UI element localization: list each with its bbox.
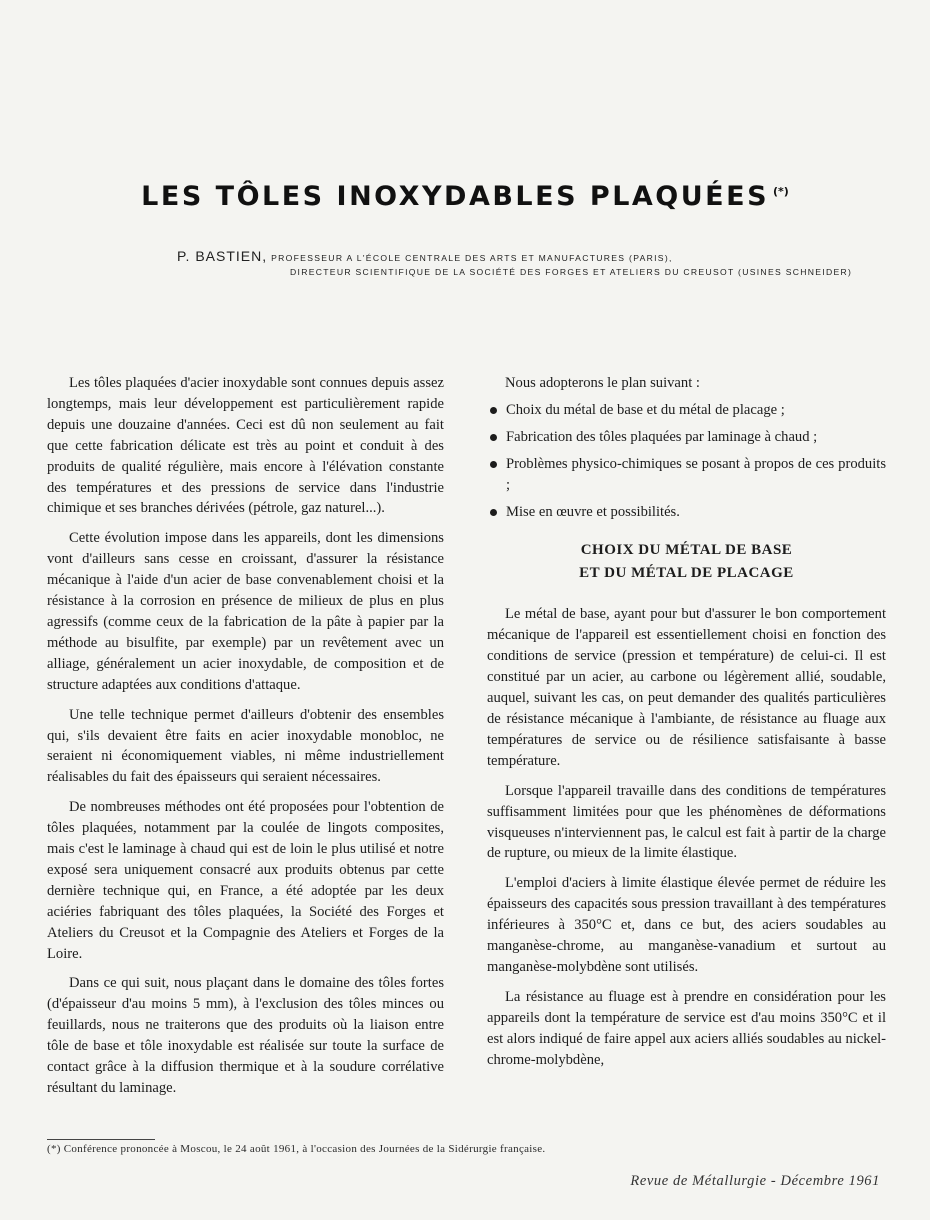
paragraph: Cette évolution impose dans les appareils, dont les dimensions vont d'ailleurs sans cesse en croissant, d'assurer la résistance mécanique à l'aide d'un acier de base convenablement choisi et la résistance à la corrosion en présence de milieux de plus en plus agressifs (comme ceux de la fabrication de la pâte à papier par la méthode au bisulfite, par exemple) par un revêtement avec un alliage, généralement un acier inoxydable, de composition et de structure adaptées aux conditions d'attaque. bbox=[47, 530, 444, 693]
footnote-rule bbox=[47, 1139, 155, 1140]
section-heading-line: CHOIX DU MÉTAL DE BASE bbox=[580, 542, 793, 559]
author-affiliation-1: PROFESSEUR A L'ÉCOLE CENTRALE DES ARTS ET MANUFACTURES (PARIS), bbox=[271, 253, 673, 263]
article-title bbox=[0, 181, 930, 212]
plan-item-text: Choix du métal de base et du métal de placage ; bbox=[506, 401, 785, 418]
bullet-icon bbox=[490, 407, 497, 414]
paragraph: Les tôles plaquées d'acier inoxydable sont connues depuis assez longtemps, mais leur développement est particulièrement rapide depuis une douzaine d'années. Ceci est dû non seulement au fait que cette fabrication délicate est très au point et conduit à des produits de qualité régulière, mais encore à l'élévation constante des températures et des pressions de service dans l'industrie chimique et ses branches dérivées (pétrole, gaz naturel...). bbox=[47, 375, 444, 517]
author-name: P. BASTIEN, bbox=[177, 248, 268, 264]
plan-item-text: Problèmes physico-chimiques se posant à propos de ces produits ; bbox=[506, 455, 886, 493]
paragraph: De nombreuses méthodes ont été proposées pour l'obtention de tôles plaquées, notamment par la coulée de lingots composites, mais c'est le laminage à chaud qui est de loin le plus utilisé et notre exposé sera uniquement consacré aux produits obtenus par cette dernière technique qui, en France, a été adoptée par les deux aciéries fabriquant des tôles plaquées, la Société des Forges et Ateliers du Creusot et la Compagnie des Ateliers et Forges de la Loire. bbox=[47, 799, 444, 962]
bullet-icon bbox=[490, 509, 497, 516]
plan-item bbox=[487, 502, 886, 523]
plan-item bbox=[487, 427, 886, 448]
author-affiliation-2: DIRECTEUR SCIENTIFIQUE DE LA SOCIÉTÉ DES FORGES ET ATELIERS DU CREUSOT (USINES SCHNEIDER) bbox=[290, 267, 853, 277]
title-text: LES TÔLES INOXYDABLES PLAQUÉES bbox=[141, 181, 770, 212]
author-block bbox=[177, 248, 853, 277]
paragraph: La résistance au fluage est à prendre en considération pour les appareils dont la température de service est d'au moins 350°C et il est alors indiqué de faire appel aux aciers alliés soudables au nickel-chrome-molybdène, bbox=[487, 988, 886, 1068]
right-column bbox=[487, 373, 886, 1079]
paragraph: L'emploi d'aciers à limite élastique élevée permet de réduire les épaisseurs des capacités sous pression travaillant à des températures inférieures à 350°C et, dans ce but, des aciers soudables au manganèse-chrome, au manganèse-vanadium et surtout au manganèse-molybdène sont utilisés. bbox=[487, 875, 886, 975]
bullet-icon bbox=[490, 434, 497, 441]
paragraph: Le métal de base, ayant pour but d'assurer le bon comportement mécanique de l'appareil est essentiellement choisi en fonction des conditions de service (pression et température) de celui-ci. Il est constitué par un acier, au carbone ou légèrement allié, soudable, auquel, suivant les cas, on peut demander des qualités particulières de résistance mécanique à l'ambiante, de résistance au fluage aux températures de service ou de résilience satisfaisante à basse température. bbox=[487, 606, 886, 769]
journal-footer: Revue de Métallurgie - Décembre 1961 bbox=[630, 1173, 880, 1189]
paragraph: Lorsque l'appareil travaille dans des conditions de températures suffisamment limitées pour que les phénomènes de déformations visqueuses n'interviennent pas, le calcul est fait à partir de la charge de rupture, ou mieux de la limite élastique. bbox=[487, 782, 886, 862]
section-heading-line: ET DU MÉTAL DE PLACAGE bbox=[579, 565, 794, 582]
plan-intro: Nous adopterons le plan suivant : bbox=[505, 375, 700, 391]
plan-item bbox=[487, 454, 886, 496]
plan-list bbox=[487, 400, 886, 523]
title-footnote-mark: (*) bbox=[773, 185, 789, 198]
plan-item bbox=[487, 400, 886, 421]
section-heading bbox=[487, 539, 886, 585]
plan-item-text: Fabrication des tôles plaquées par laminage à chaud ; bbox=[506, 428, 818, 445]
bullet-icon bbox=[490, 461, 497, 468]
plan-item-text: Mise en œuvre et possibilités. bbox=[506, 503, 680, 520]
left-column bbox=[47, 373, 444, 1108]
paragraph: Dans ce qui suit, nous plaçant dans le domaine des tôles fortes (d'épaisseur d'au moins 5 mm), à l'exclusion des tôles minces ou feuillards, nous ne traiterons que des produits où la liaison entre tôle de base et tôle inoxydable est réalisée sur toute la surface de contact grâce à la diffusion thermique et à la soudure corrélative résultant du laminage. bbox=[47, 975, 444, 1096]
footnote: (*) Conférence prononcée à Moscou, le 24 août 1961, à l'occasion des Journées de la Sidérurgie française. bbox=[47, 1143, 546, 1155]
paragraph: Une telle technique permet d'ailleurs d'obtenir des ensembles qui, s'ils devaient être faits en acier inoxydable monobloc, ne seraient ni économiquement viables, ni même industriellement réalisables du fait des épaisseurs qui seraient nécessaires. bbox=[47, 706, 444, 786]
